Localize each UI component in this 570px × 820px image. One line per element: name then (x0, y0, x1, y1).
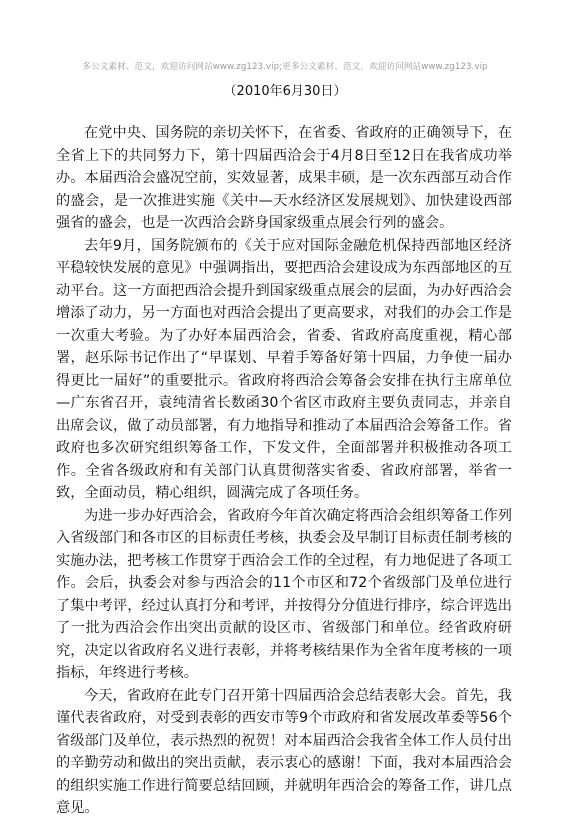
document-body (56, 122, 512, 820)
paragraph-4: 今天，省政府在此专门召开第十四届西洽会总结表彰大会。首先，我谨代表省政府，对受到表彰的西安市等9个市政府和省发展改革委等56个省级部门及单位，表示热烈的祝贺！对本届西洽会我省全体工作人员付出的辛勤劳动和做出的突出贡献，表示衷心的感谢！下面，我对本届西洽会的组织实施工作进行简要总结回顾，并就明年西洽会的筹备工作，讲几点意见。 (56, 687, 512, 816)
watermark-note: 多公文素材、范文，欢迎访问网站www.zg123.vip;更多公文素材、范文，欢迎访问网站www.zg123.vip (82, 62, 488, 72)
paragraph-2: 去年9月，国务院颁布的《关于应对国际金融危机保持西部地区经济平稳较快发展的意见》中强调指出，要把西洽会建设成为东西部地区的互动平台。这一方面把西洽会提升到国家级重点展会的层面，为办好西洽会增添了动力，另一方面也对西洽会提出了更高要求，对我们的办会工作是一次重大考验。为了办好本届西洽会，省委、省政府高度重视，精心部署，赵乐际书记作出了“早谋划、早着手筹备好第十四届，力争使一届办得更比一届好”的重要批示。省政府将西洽会筹备会安排在执行主席单位—广东省召开，袁纯清省长数函30个省区市政府主要负责同志，并亲自出席会议，做了动员部署，有力地指导和推动了本届西洽会筹备工作。省政府也多次研究组织筹备工作，下发文件，全面部署并积极推动各项工作。全省各级政府和有关部门认真贯彻落实省委、省政府部署，举省一致，全面动员，精心组织，圆满完成了各项任务。 (56, 237, 512, 501)
paragraph-3: 为进一步办好西洽会，省政府今年首次确定将西洽会组织筹备工作列入省级部门和各市区的目标责任考核，执委会及早制订目标责任制考核的实施办法，把考核工作贯穿于西洽会工作的全过程，有力地促进了各项工作。会后，执委会对参与西洽会的11个市区和72个省级部门及单位进行了集中考评，经过认真打分和考评，并按得分分值进行排序，综合评选出了一批为西洽会作出突出贡献的设区市、省级部门和单位。经省政府研究，决定以省政府名义进行表彰，并将考核结果作为全省年度考核的一项指标，年终进行考核。 (56, 507, 512, 681)
document-date: （2010年6月30日） (223, 84, 347, 99)
paragraph-1: 在党中央、国务院的亲切关怀下，在省委、省政府的正确领导下，在全省上下的共同努力下，第十四届西洽会于4月8日至12日在我省成功举办。本届西洽会盛况空前，实效显著，成果丰硕，是一次东西部互动合作的盛会，是一次推进实施《关中—天水经济区发展规划》、加快建设西部强省的盛会，也是一次西洽会跻身国家级重点展会行列的盛会。 (56, 125, 512, 231)
